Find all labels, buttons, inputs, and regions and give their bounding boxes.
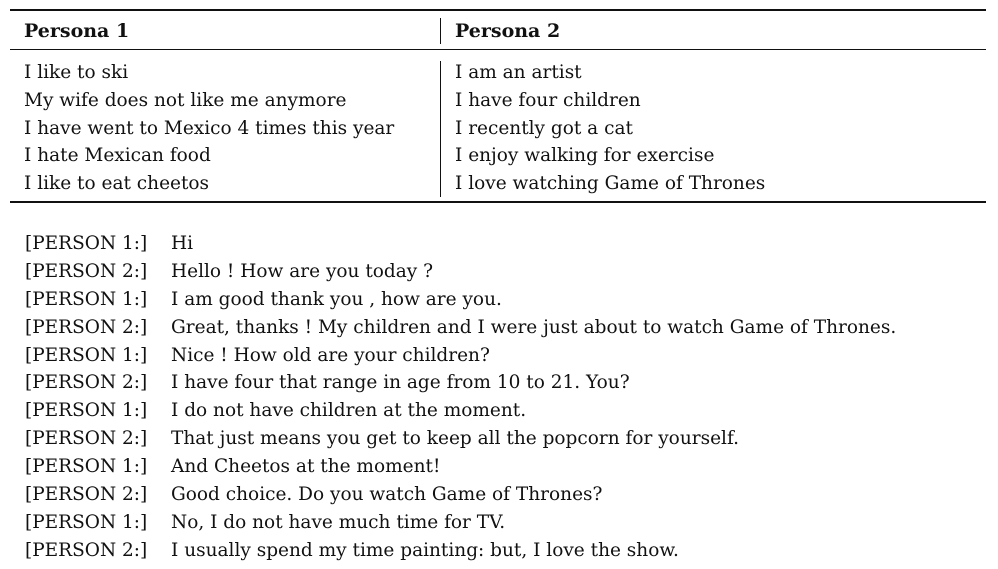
dialogue-turn xyxy=(25,453,896,481)
table-top-rule xyxy=(10,9,986,11)
persona-1-trait: I hate Mexican food xyxy=(24,145,211,167)
utterance-text: Nice ! How old are your children? xyxy=(171,344,490,366)
speaker-label: [PERSON 2:] xyxy=(25,428,148,450)
speaker-label: [PERSON 2:] xyxy=(25,316,148,338)
speaker-label: [PERSON 1:] xyxy=(25,288,148,310)
dialogue-turn xyxy=(25,314,896,342)
speaker-label: [PERSON 2:] xyxy=(25,484,148,506)
utterance-text: I usually spend my time painting: but, I love the show. xyxy=(171,539,679,561)
utterance-text: I have four that range in age from 10 to 21. You? xyxy=(171,372,630,394)
utterance-text: I do not have children at the moment. xyxy=(171,400,527,422)
persona-2-list xyxy=(455,59,765,198)
dialogue-turn xyxy=(25,342,896,370)
persona-1-trait: I like to eat cheetos xyxy=(24,173,210,195)
utterance-text: Great, thanks ! My children and I were just about to watch Game of Thrones. xyxy=(171,316,897,338)
utterance-text: Good choice. Do you watch Game of Thrones? xyxy=(171,484,603,506)
utterance-text: Hello ! How are you today ? xyxy=(171,260,434,282)
dialogue-turn xyxy=(25,369,896,397)
utterance-text: Hi xyxy=(171,233,194,254)
utterance-text: That just means you get to keep all the popcorn for yourself. xyxy=(171,428,740,450)
speaker-label: [PERSON 1:] xyxy=(25,456,148,478)
dialogue-turn xyxy=(25,397,896,425)
persona-2-trait: I have four children xyxy=(455,89,641,111)
persona-1-trait: I like to ski xyxy=(24,62,129,83)
header-column-separator xyxy=(440,18,441,44)
persona-1-header: Persona 1 xyxy=(24,20,130,42)
speaker-label: [PERSON 1:] xyxy=(25,400,148,422)
dialogue-turn xyxy=(25,509,896,537)
body-column-separator xyxy=(440,61,441,197)
persona-1-trait: I have went to Mexico 4 times this year xyxy=(24,117,395,139)
speaker-label: [PERSON 2:] xyxy=(25,260,148,282)
dialogue-turn xyxy=(25,258,896,286)
speaker-label: [PERSON 1:] xyxy=(25,344,148,366)
persona-2-trait: I am an artist xyxy=(455,62,582,83)
speaker-label: [PERSON 2:] xyxy=(25,372,148,394)
speaker-label: [PERSON 2:] xyxy=(25,539,148,561)
persona-2-trait: I enjoy walking for exercise xyxy=(455,145,715,167)
dialogue-turn xyxy=(25,425,896,453)
persona-2-trait: I love watching Game of Thrones xyxy=(455,173,766,195)
dialogue-turn xyxy=(25,537,896,565)
persona-1-trait: My wife does not like me anymore xyxy=(24,89,347,111)
dialogue-turn xyxy=(25,481,896,509)
persona-2-header: Persona 2 xyxy=(455,20,561,42)
dialogue-transcript xyxy=(25,230,896,565)
dialogue-turn xyxy=(25,286,896,314)
speaker-label: [PERSON 1:] xyxy=(25,233,148,254)
utterance-text: And Cheetos at the moment! xyxy=(171,456,441,478)
utterance-text: I am good thank you , how are you. xyxy=(171,288,502,310)
utterance-text: No, I do not have much time for TV. xyxy=(171,511,506,533)
persona-1-list xyxy=(24,59,394,198)
table-header-rule xyxy=(10,49,986,50)
table-bottom-rule xyxy=(10,201,986,203)
persona-2-trait: I recently got a cat xyxy=(455,117,633,139)
speaker-label: [PERSON 1:] xyxy=(25,511,148,533)
persona-table xyxy=(10,9,986,204)
dialogue-turn xyxy=(25,230,896,258)
